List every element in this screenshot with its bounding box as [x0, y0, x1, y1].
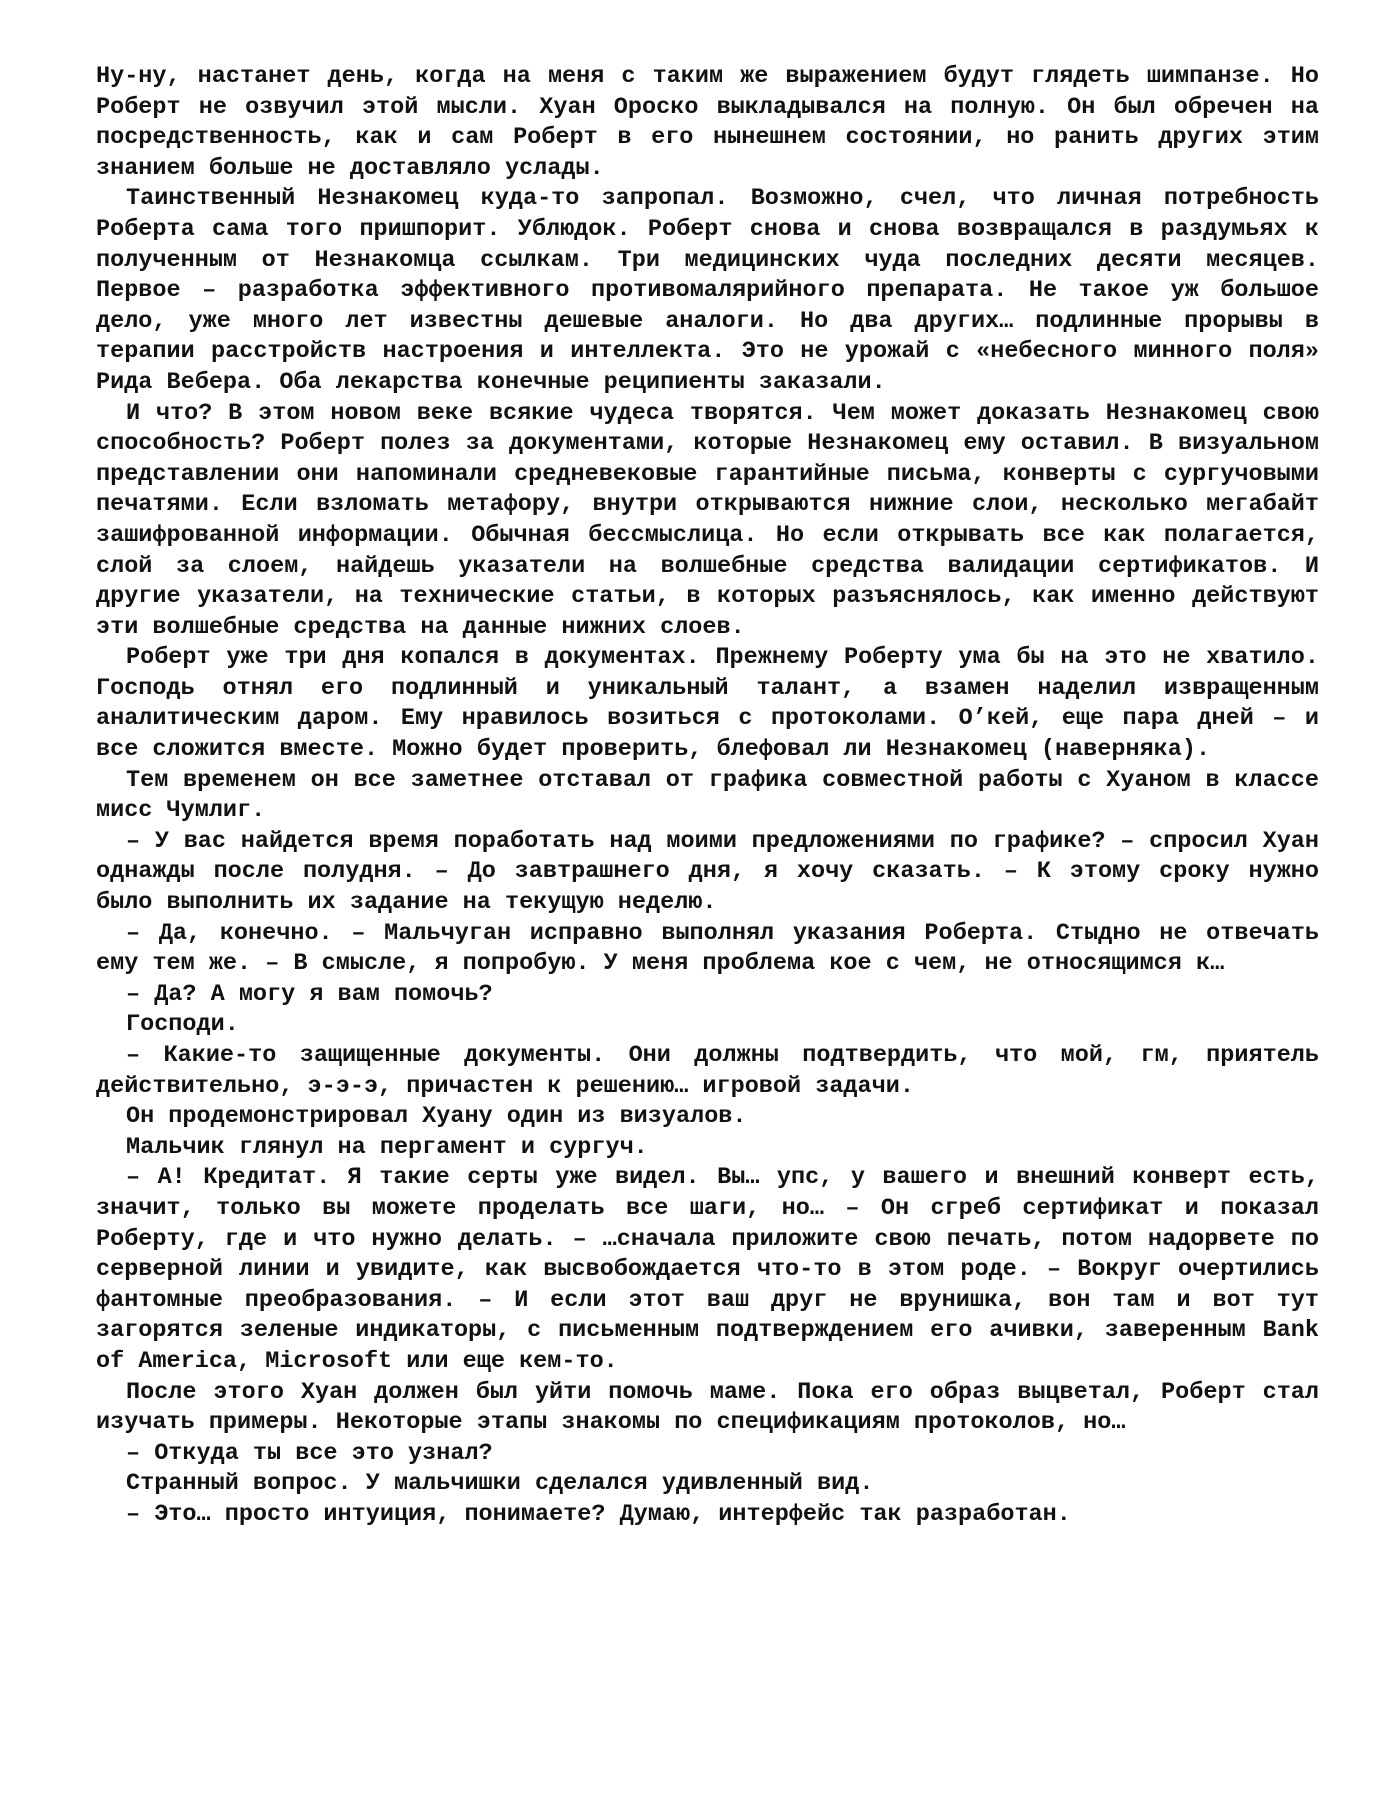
dialogue-paragraph: – У вас найдется время поработать над моими предложениями по графике? – спросил Хуан однажды после полудня. – До завтрашнего дня, я хочу сказать. – К этому сроку нужно было выполнить их задание на текущую неделю.: [96, 827, 1319, 917]
dialogue-paragraph: – Да, конечно. – Мальчуган исправно выполнял указания Роберта. Стыдно не отвечать ему тем же. – В смысле, я попробую. У меня проблема кое с чем, не относящимся к…: [96, 919, 1319, 978]
paragraph: Таинственный Незнакомец куда-то запропал. Возможно, счел, что личная потребность Роберта сама того пришпорит. Ублюдок. Роберт снова и снова возвращался в раздумьях к полученным от Незнакомца ссылкам. Три медицинских чуда последних десяти месяцев. Первое – разработка эффективного противомалярийного препарата. Не такое уж большое дело, уже много лет известны дешевые аналоги. Но два других… подлинные прорывы в терапии расстройств настроения и интеллекта. Это не урожай с «небесного минного поля» Рида Вебера. Оба лекарства конечные реципиенты заказали.: [96, 185, 1319, 396]
paragraph: И что? В этом новом веке всякие чудеса творятся. Чем может доказать Незнакомец свою способность? Роберт полез за документами, которые Незнакомец ему оставил. В визуальном представлении они напоминали средневековые гарантийные письма, конверты с сургучовыми печатями. Если взломать метафору, внутри открываются нижние слои, несколько мегабайт зашифрованной информации. Обычная бессмыслица. Но если открывать все как полагается, слой за слоем, найдешь указатели на волшебные средства валидации сертификатов. И другие указатели, на технические статьи, в которых разъяснялось, как именно действуют эти волшебные средства на данные нижних слоев.: [96, 399, 1319, 641]
paragraph: Ну-ну, настанет день, когда на меня с таким же выражением будут глядеть шимпанзе. Но Роберт не озвучил этой мысли. Хуан Ороско выкладывался на полную. Он был обречен на посредственность, как и сам Роберт в его нынешнем состоянии, но ранить других этим знанием больше не доставляло услады.: [96, 63, 1319, 182]
paragraph: Странный вопрос. У мальчишки сделался удивленный вид.: [126, 1470, 874, 1498]
dialogue-paragraph: – Это… просто интуиция, понимаете? Думаю, интерфейс так разработан.: [126, 1500, 1071, 1528]
paragraph: Господи.: [126, 1011, 239, 1039]
dialogue-paragraph: – Да? А могу я вам помочь?: [126, 980, 493, 1008]
paragraph: После этого Хуан должен был уйти помочь маме. Пока его образ выцветал, Роберт стал изучать примеры. Некоторые этапы знакомы по спецификациям протоколов, но…: [96, 1378, 1319, 1437]
paragraph: Тем временем он все заметнее отставал от графика совместной работы с Хуаном в классе мисс Чумлиг.: [96, 766, 1319, 825]
paragraph: Он продемонстрировал Хуану один из визуалов.: [126, 1103, 747, 1131]
dialogue-paragraph: – Какие-то защищенные документы. Они должны подтвердить, что мой, гм, приятель действительно, э-э-э, причастен к решению… игровой задачи.: [96, 1042, 1319, 1100]
document-body: [96, 62, 1319, 1531]
dialogue-paragraph: – А! Кредитат. Я такие серты уже видел. Вы… упс, у вашего и внешний конверт есть, значит, только вы можете проделать все шаги, но… – Он сгреб сертификат и показал Роберту, где и что нужно делать. – …сначала приложите свою печать, потом надорвете по серверной линии и увидите, как высвобождается что-то в этом роде. – Вокруг очертились фантомные преобразования. – И если этот ваш друг не врунишка, вон там и вот тут загорятся зеленые индикаторы, с письменным подтверждением его ачивки, заверенным Bank of America, Microsoft или еще кем-то.: [96, 1164, 1319, 1375]
paragraph: Роберт уже три дня копался в документах. Прежнему Роберту ума бы на это не хватило. Господь отнял его подлинный и уникальный талант, а взамен наделил извращенным аналитическим даром. Ему нравилось возиться с протоколами. О’кей, еще пара дней – и все сложится вместе. Можно будет проверить, блефовал ли Незнакомец (наверняка).: [96, 644, 1319, 764]
dialogue-paragraph: – Откуда ты все это узнал?: [126, 1439, 493, 1467]
paragraph: Мальчик глянул на пергамент и сургуч.: [126, 1133, 648, 1161]
